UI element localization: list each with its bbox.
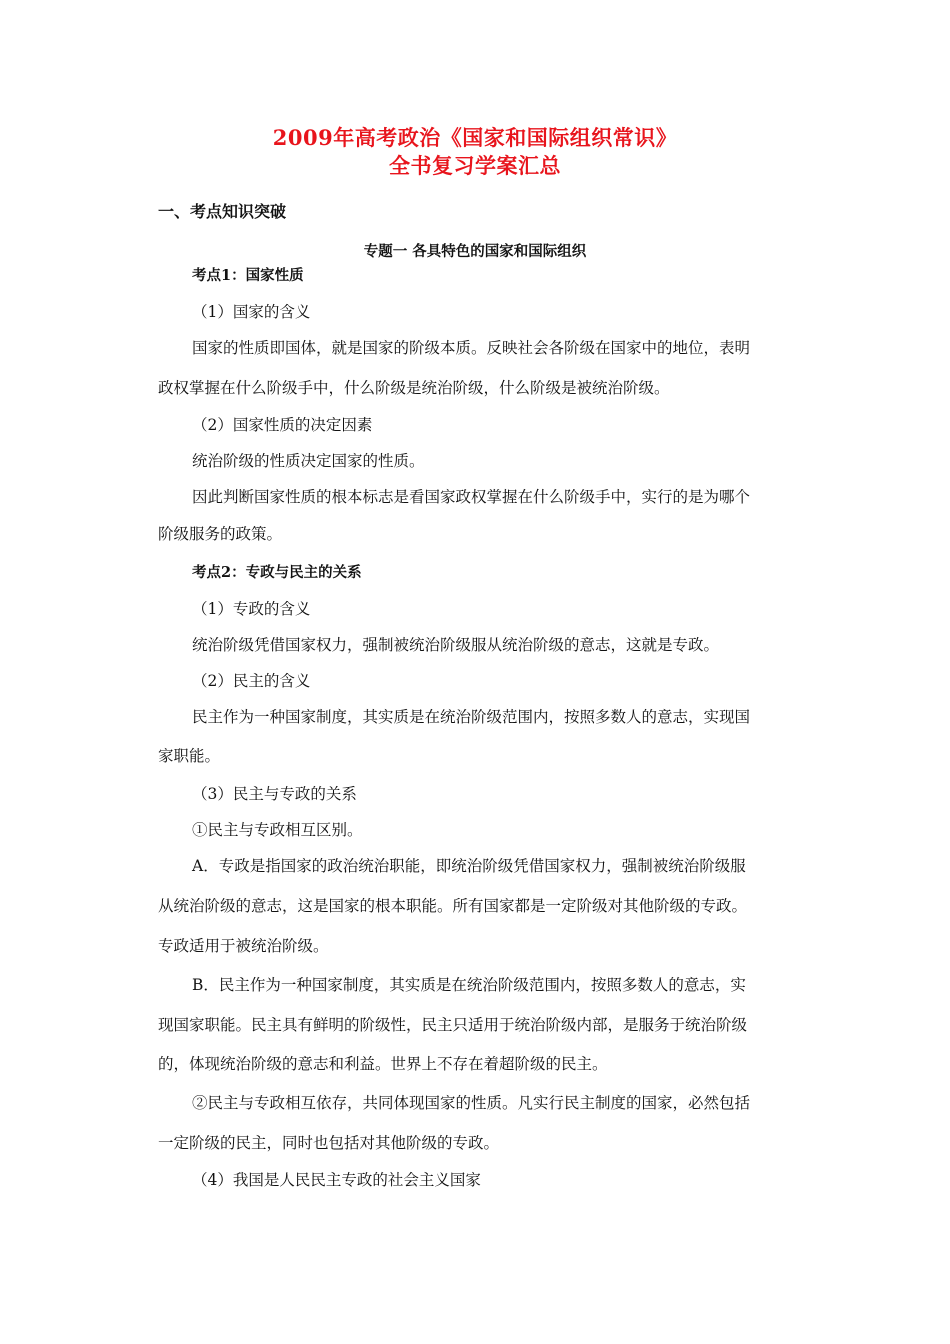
- point-heading: 考点2：专政与民主的关系: [192, 564, 362, 581]
- paragraph-line: 统治阶级的性质决定国家的性质。: [192, 452, 425, 470]
- subheading: （2）国家性质的决定因素: [192, 416, 373, 434]
- paragraph-line: 现国家职能。民主具有鲜明的阶级性，民主只适用于统治阶级内部，是服务于统治阶级: [158, 1016, 748, 1034]
- document-subtitle: 全书复习学案汇总: [389, 153, 561, 178]
- point-heading: 考点1：国家性质: [192, 267, 304, 284]
- subheading: （4）我国是人民民主专政的社会主义国家: [192, 1171, 481, 1189]
- subheading: （3）民主与专政的关系: [192, 785, 357, 803]
- topic-heading: 专题一 各具特色的国家和国际组织: [363, 243, 587, 260]
- section-heading: 一、考点知识突破: [158, 202, 287, 221]
- paragraph-line: A．专政是指国家的政治统治职能，即统治阶级凭借国家权力，强制被统治阶级服: [192, 857, 746, 875]
- paragraph-line: B．民主作为一种国家制度，其实质是在统治阶级范围内，按照多数人的意志，实: [192, 976, 746, 994]
- paragraph-line: 专政适用于被统治阶级。: [158, 937, 329, 955]
- paragraph-line: 国家的性质即国体，就是国家的阶级本质。反映社会各阶级在国家中的地位，表明: [192, 339, 751, 357]
- subheading: （1）国家的含义: [192, 303, 311, 321]
- list-item: ②民主与专政相互依存，共同体现国家的性质。凡实行民主制度的国家，必然包括: [192, 1094, 751, 1112]
- paragraph-line: 民主作为一种国家制度，其实质是在统治阶级范围内，按照多数人的意志，实现国: [192, 708, 751, 726]
- paragraph-line: 阶级服务的政策。: [158, 525, 283, 543]
- document-title: 2009年高考政治《国家和国际组织常识》: [272, 125, 678, 150]
- paragraph-line: 因此判断国家性质的根本标志是看国家政权掌握在什么阶级手中，实行的是为哪个: [192, 488, 751, 506]
- paragraph-line: 的，体现统治阶级的意志和利益。世界上不存在着超阶级的民主。: [158, 1055, 608, 1073]
- subheading: （2）民主的含义: [192, 672, 311, 690]
- paragraph-line: 家职能。: [158, 747, 221, 765]
- paragraph-line: 统治阶级凭借国家权力，强制被统治阶级服从统治阶级的意志，这就是专政。: [192, 636, 720, 654]
- paragraph-line: 从统治阶级的意志，这是国家的根本职能。所有国家都是一定阶级对其他阶级的专政。: [158, 897, 748, 915]
- list-item: ①民主与专政相互区别。: [192, 821, 363, 839]
- subheading: （1）专政的含义: [192, 600, 311, 618]
- paragraph-line: 一定阶级的民主，同时也包括对其他阶级的专政。: [158, 1134, 500, 1152]
- paragraph-line: 政权掌握在什么阶级手中，什么阶级是统治阶级，什么阶级是被统治阶级。: [158, 379, 670, 397]
